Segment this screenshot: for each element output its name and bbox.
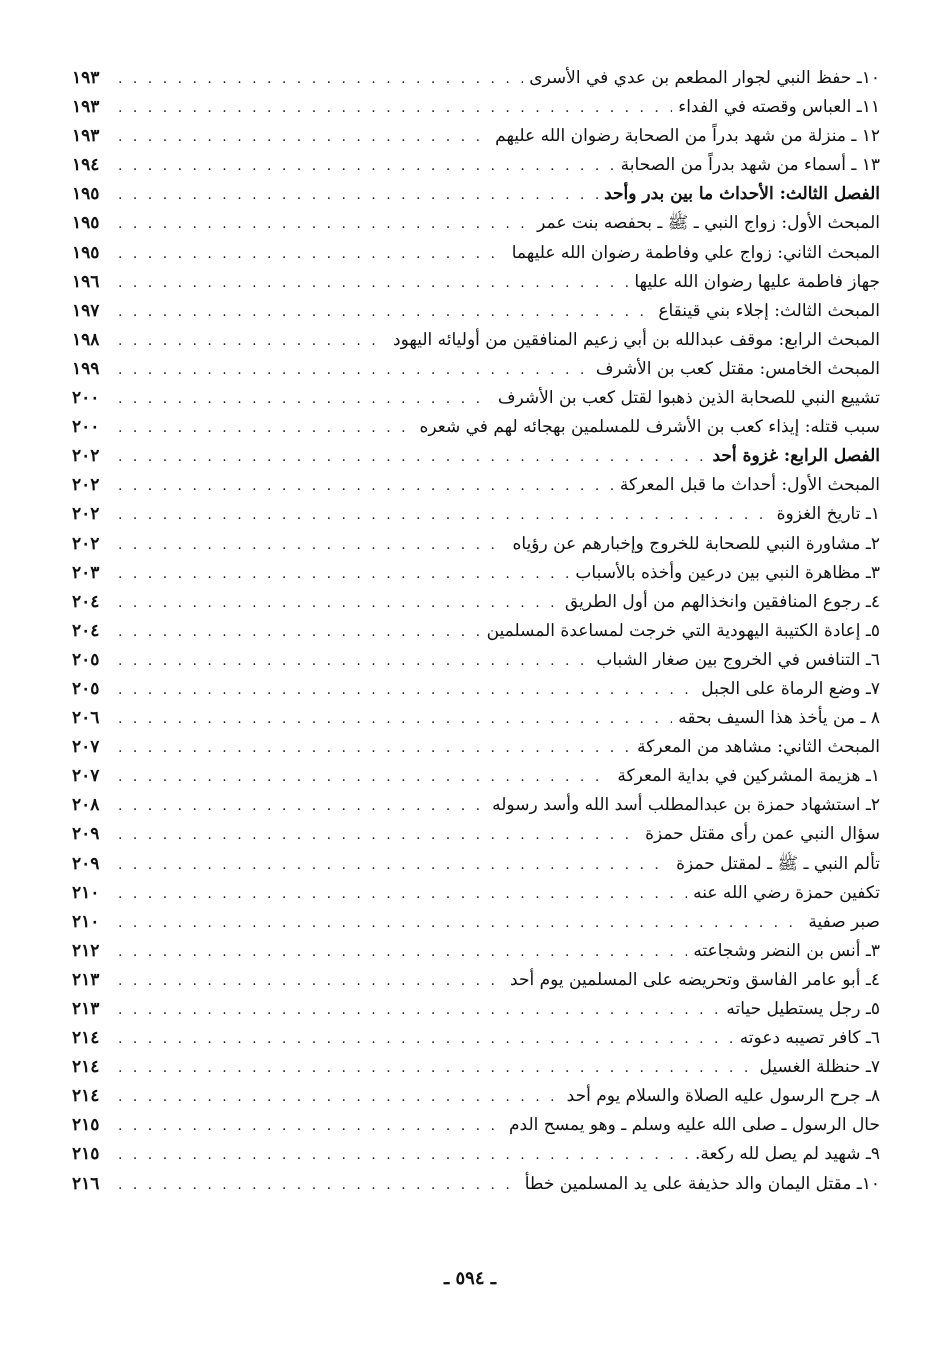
toc-entry-title <box>634 268 880 297</box>
toc-entry <box>72 588 880 617</box>
toc-entry-title <box>777 500 880 529</box>
table-of-contents <box>72 64 880 1199</box>
toc-entry-page: ٢٠٤ <box>72 591 100 612</box>
chapter-label: الفصل الرابع: <box>783 446 880 467</box>
toc-entry-title <box>565 588 880 617</box>
dot-leader <box>118 676 695 705</box>
dot-leader <box>118 414 413 443</box>
dot-leader <box>118 560 569 589</box>
toc-entry-page: ٢١٠ <box>72 882 100 903</box>
toc-entry-text: المبحث الأول: زواج النبي ـ ﷺ ـ بحفصه بنت عمر <box>537 213 880 234</box>
toc-entry-title <box>726 995 880 1024</box>
toc-entry-text: ٤ـ رجوع المنافقين وانخذالهم من أول الطريق <box>564 591 880 612</box>
dot-leader <box>118 472 614 501</box>
toc-entry-text: تكفين حمزة رضي الله عنه <box>693 882 880 903</box>
toc-entry <box>72 442 880 471</box>
toc-entry <box>72 1053 880 1082</box>
toc-entry <box>72 675 880 704</box>
toc-entry-title <box>808 908 880 937</box>
toc-entry-page: ٢٠٧ <box>72 766 100 787</box>
toc-entry-page: ٢٠٩ <box>72 824 100 845</box>
toc-entry <box>72 151 880 180</box>
dot-leader <box>118 443 707 472</box>
toc-entry <box>72 646 880 675</box>
toc-entry-title <box>495 122 880 151</box>
toc-entry-page: ١٩٧ <box>72 300 100 321</box>
toc-entry-text: ٢ـ مشاورة النبي للصحابة للخروج وإخبارهم عن رؤياه <box>512 533 880 554</box>
toc-entry-title <box>575 559 880 588</box>
dot-leader <box>118 938 687 967</box>
toc-entry-title <box>596 355 880 384</box>
toc-entry-page: ٢٠٦ <box>72 708 100 729</box>
toc-entry <box>72 500 880 529</box>
toc-entry-text: ٥ـ إعادة الكتيبة اليهودية التي خرجت لمساعدة المسلمين <box>486 620 880 641</box>
dot-leader <box>118 763 611 792</box>
toc-entry <box>72 1140 880 1169</box>
toc-entry-page: ٢١٥ <box>72 1115 100 1136</box>
toc-entry-title <box>676 850 880 879</box>
toc-entry-text: ١ـ هزيمة المشركين في بداية المعركة <box>617 766 880 787</box>
toc-entry-text: المبحث الثالث: إجلاء بني قينقاع <box>658 300 880 321</box>
toc-entry-text: ١٣ ـ أسماء من شهد بدراً من الصحابة <box>620 155 880 176</box>
toc-entry <box>72 791 880 820</box>
toc-entry-page: ٢١٤ <box>72 1086 100 1107</box>
toc-entry-title <box>637 733 880 762</box>
toc-entry-page: ٢٠٥ <box>72 678 100 699</box>
toc-entry <box>72 908 880 937</box>
toc-entry-title <box>621 151 880 180</box>
toc-entry <box>72 122 880 151</box>
toc-entry <box>72 617 880 646</box>
toc-entry-page: ٢٠٢ <box>72 446 100 467</box>
toc-entry-text: المبحث الثاني: مشاهد من المعركة <box>637 737 880 758</box>
toc-entry-page: ١٩٩ <box>72 358 100 379</box>
toc-entry-text: صبر صفية <box>808 911 880 932</box>
toc-entry-page: ٢١٦ <box>72 1173 100 1194</box>
toc-entry <box>72 559 880 588</box>
dot-leader <box>118 240 506 269</box>
toc-entry <box>72 1170 880 1199</box>
toc-entry-title <box>620 471 880 500</box>
dot-leader <box>118 996 720 1025</box>
toc-entry <box>72 937 880 966</box>
toc-entry-title <box>658 297 880 326</box>
toc-entry-page: ١٩٣ <box>72 126 100 147</box>
toc-entry-text: ١٠ـ مقتل اليمان والد حذيفة على يد المسلمين خطأ <box>524 1173 880 1194</box>
toc-entry <box>72 850 880 879</box>
toc-entry-page: ٢١٢ <box>72 940 100 961</box>
dot-leader <box>118 1141 689 1170</box>
toc-entry-text: المبحث الرابع: موقف عبدالله بن أبي زعيم المنافقين من أوليائه اليهود <box>393 329 880 350</box>
toc-entry <box>72 180 880 209</box>
toc-entry-page: ٢١٤ <box>72 1028 100 1049</box>
dot-leader <box>118 327 387 356</box>
toc-entry-page: ٢١٠ <box>72 911 100 932</box>
dot-leader <box>118 385 492 414</box>
toc-entry <box>72 530 880 559</box>
toc-entry-text: المبحث الأول: أحداث ما قبل المعركة <box>619 475 880 496</box>
toc-entry-text: ٦ـ كافر تصيبه دعوته <box>739 1028 880 1049</box>
toc-entry-title <box>509 1111 880 1140</box>
toc-entry-page: ٢٠٤ <box>72 620 100 641</box>
dot-leader <box>118 618 481 647</box>
toc-entry-title <box>529 64 880 93</box>
toc-entry <box>72 355 880 384</box>
toc-entry-title <box>678 704 880 733</box>
toc-entry-title <box>693 937 880 966</box>
toc-entry-title <box>701 675 880 704</box>
toc-entry-page: ٢١٣ <box>72 969 100 990</box>
toc-entry-text: ٧ـ حنظلة الغسيل <box>759 1057 880 1078</box>
page-number: ـ ٥٩٤ ـ <box>443 1268 497 1289</box>
toc-entry-title <box>645 820 880 849</box>
toc-entry-page: ٢١٤ <box>72 1057 100 1078</box>
toc-entry-title <box>604 180 880 209</box>
toc-entry <box>72 1024 880 1053</box>
toc-entry-title <box>567 1082 880 1111</box>
toc-entry <box>72 239 880 268</box>
toc-entry-page: ١٩٥ <box>72 184 100 205</box>
toc-entry-text: المبحث الخامس: مقتل كعب بن الأشرف <box>595 358 880 379</box>
toc-entry-text: ١١ـ العباس وقصته في الفداء <box>678 97 880 118</box>
toc-entry <box>72 471 880 500</box>
toc-entry-text: حال الرسول ـ صلى الله عليه وسلم ـ وهو يمسح الدم <box>509 1115 880 1136</box>
toc-entry <box>72 93 880 122</box>
toc-entry-text: الأحداث ما بين بدر وأحد <box>604 184 774 205</box>
toc-entry <box>72 762 880 791</box>
toc-entry-text: ٣ـ مظاهرة النبي بين درعين وأخذه بالأسباب <box>575 562 880 583</box>
toc-entry-page: ١٩٦ <box>72 271 100 292</box>
toc-entry <box>72 704 880 733</box>
toc-entry-text: ٥ـ رجل يستطيل حياته <box>726 999 880 1019</box>
toc-entry-page: ٢٠٨ <box>72 795 100 816</box>
toc-entry-page: ١٩٣ <box>72 97 100 118</box>
toc-entry-text: ٧ـ وضع الرماة على الجبل <box>701 678 880 699</box>
toc-entry-title <box>759 1053 880 1082</box>
dot-leader <box>118 94 672 123</box>
toc-entry <box>72 995 880 1024</box>
dot-leader <box>118 298 652 327</box>
toc-entry-title <box>525 1170 880 1199</box>
toc-entry-text: ١٠ـ حفظ النبي لجوار المطعم بن عدي في الأسرى <box>529 68 880 88</box>
dot-leader <box>118 734 631 763</box>
toc-entry-page: ٢٠٠ <box>72 388 100 409</box>
toc-entry-page: ١٩٥ <box>72 242 100 263</box>
dot-leader <box>118 967 504 996</box>
toc-entry-text: ١ـ تاريخ الغزوة <box>776 504 880 525</box>
toc-entry <box>72 64 880 93</box>
toc-entry-text: ٨ـ جرح الرسول عليه الصلاة والسلام يوم أحد <box>566 1086 880 1107</box>
toc-entry-title <box>419 413 880 442</box>
toc-entry-text: جهاز فاطمة عليها رضوان الله عليها <box>634 271 880 292</box>
toc-entry-title <box>537 209 880 238</box>
toc-entry <box>72 1111 880 1140</box>
toc-entry <box>72 384 880 413</box>
toc-entry-text: ٣ـ أنس بن النضر وشجاعته <box>693 940 880 961</box>
dot-leader <box>118 821 639 850</box>
toc-entry-page: ٢٠٥ <box>72 649 100 670</box>
toc-entry-title <box>617 762 880 791</box>
dot-leader <box>118 181 598 210</box>
toc-entry-text: غزوة أحد <box>712 446 778 467</box>
chapter-label: الفصل الثالث: <box>779 184 880 205</box>
toc-entry-title <box>693 879 880 908</box>
toc-entry-text: ٦ـ التنافس في الخروج بين صغار الشباب <box>596 649 880 670</box>
toc-entry-text: ١٢ ـ منزلة من شهد بدراً من الصحابة رضوان الله عليهم <box>495 126 880 147</box>
toc-entry-page: ٢١٣ <box>72 999 100 1019</box>
toc-entry-text: ٩ـ شهيد لم يصل لله ركعة. <box>694 1144 880 1165</box>
toc-entry-page: ١٩٣ <box>72 68 100 88</box>
dot-leader <box>118 1112 503 1141</box>
dot-leader <box>118 1083 561 1112</box>
toc-entry-text: المبحث الثاني: زواج علي وفاطمة رضوان الله عليهما <box>511 242 880 263</box>
dot-leader <box>118 356 590 385</box>
toc-entry-page: ٢٠٢ <box>72 475 100 496</box>
dot-leader <box>118 501 771 530</box>
dot-leader <box>118 210 531 239</box>
dot-leader <box>118 792 486 821</box>
toc-entry-title <box>487 617 880 646</box>
toc-entry <box>72 879 880 908</box>
toc-entry-title <box>695 1140 880 1169</box>
dot-leader <box>118 531 506 560</box>
toc-entry <box>72 326 880 355</box>
toc-entry-title <box>498 384 880 413</box>
toc-entry-title <box>510 966 880 995</box>
dot-leader <box>118 152 615 181</box>
toc-entry-text: ٨ ـ من يأخذ هذا السيف بحقه <box>678 708 880 729</box>
dot-leader <box>118 851 670 880</box>
toc-entry-page: ٢٠٠ <box>72 417 100 438</box>
dot-leader <box>118 589 559 618</box>
dot-leader <box>118 647 590 676</box>
toc-entry <box>72 209 880 238</box>
toc-entry-text: تألم النبي ـ ﷺ ـ لمقتل حمزة <box>676 853 880 874</box>
dot-leader <box>118 123 489 152</box>
toc-entry <box>72 820 880 849</box>
toc-entry-text: ٤ـ أبو عامر الفاسق وتحريضه على المسلمين يوم أحد <box>510 969 880 990</box>
toc-entry-page: ٢٠٣ <box>72 562 100 583</box>
toc-entry-title <box>512 530 880 559</box>
toc-entry-text: تشييع النبي للصحابة الذين ذهبوا لقتل كعب بن الأشرف <box>497 388 880 409</box>
toc-entry-title <box>678 93 880 122</box>
toc-entry <box>72 966 880 995</box>
toc-entry-page: ٢١٥ <box>72 1144 100 1165</box>
toc-entry-page: ١٩٥ <box>72 213 100 234</box>
toc-entry-title <box>596 646 880 675</box>
toc-entry-title <box>393 326 880 355</box>
dot-leader <box>118 909 802 938</box>
toc-entry-page: ١٩٨ <box>72 329 100 350</box>
toc-entry <box>72 268 880 297</box>
toc-entry <box>72 733 880 762</box>
toc-entry <box>72 413 880 442</box>
toc-entry-text: ٢ـ استشهاد حمزة بن عبدالمطلب أسد الله وأسد رسوله <box>492 795 880 816</box>
toc-entry-page: ٢٠٩ <box>72 853 100 874</box>
toc-entry-text: سبب قتله: إيذاء كعب بن الأشرف للمسلمين بهجائه لهم في شعره <box>419 417 880 438</box>
toc-entry-page: ١٩٤ <box>72 155 100 176</box>
dot-leader <box>118 1054 753 1083</box>
dot-leader <box>118 880 687 909</box>
dot-leader <box>118 1171 519 1200</box>
toc-entry <box>72 1082 880 1111</box>
toc-entry-page: ٢٠٧ <box>72 737 100 758</box>
dot-leader <box>118 1025 734 1054</box>
toc-entry <box>72 297 880 326</box>
toc-entry-title <box>492 791 880 820</box>
dot-leader <box>118 705 672 734</box>
dot-leader <box>118 269 628 298</box>
toc-entry-title <box>740 1024 880 1053</box>
dot-leader <box>118 65 523 94</box>
toc-entry-text: سؤال النبي عمن رأى مقتل حمزة <box>645 824 880 845</box>
toc-entry-title <box>512 239 880 268</box>
toc-entry-page: ٢٠٢ <box>72 504 100 525</box>
toc-entry-title <box>713 442 881 471</box>
toc-entry-page: ٢٠٢ <box>72 533 100 554</box>
